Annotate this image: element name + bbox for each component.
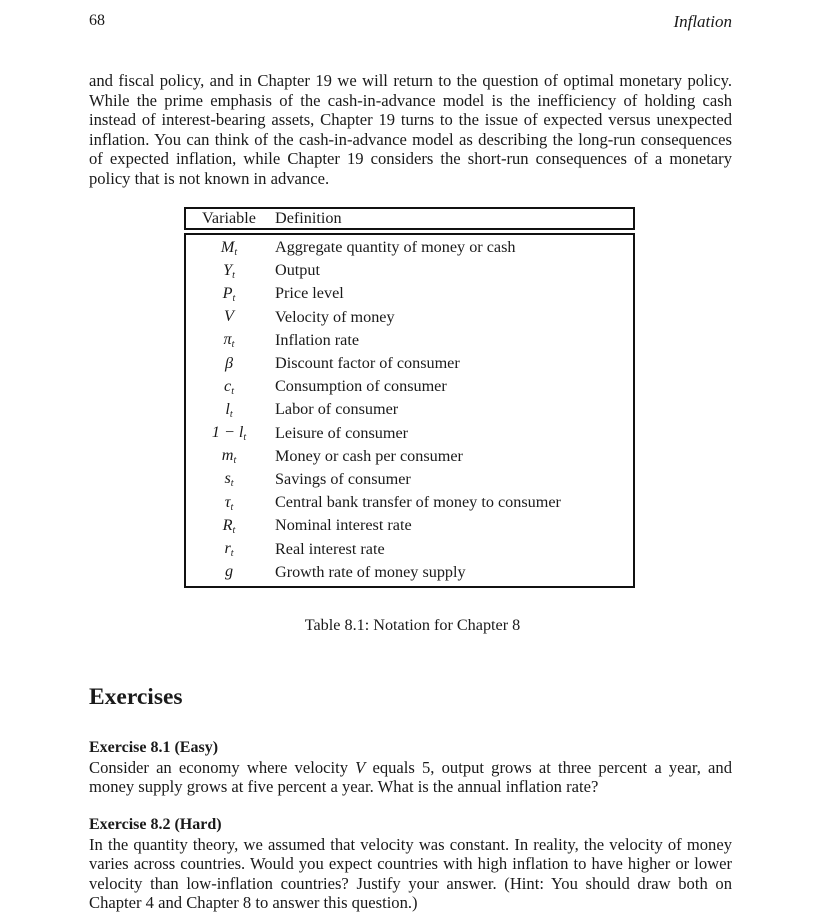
symbol-text: g [224,562,234,581]
variable-definition: Price level [275,284,344,303]
table-row [186,329,633,352]
variable-symbol [186,400,272,420]
symbol-subscript: t [233,455,237,467]
symbol-text: m [221,446,234,465]
symbol-subscript: t [234,246,238,258]
table-row [186,352,633,375]
variable-definition: Discount factor of consumer [275,354,460,373]
symbol-subscript: t [230,478,234,490]
table-row [186,561,633,584]
variable-symbol [186,493,272,513]
table-body [184,233,635,588]
symbol-subscript: t [232,292,236,304]
exercise-8-1 [89,738,732,797]
variable-symbol [186,469,272,489]
running-head: Inflation [673,12,732,31]
variable-symbol [186,330,272,350]
variable-symbol [186,423,272,443]
table-row [186,468,633,491]
variable-symbol [186,261,272,281]
variable-definition: Growth rate of money supply [275,562,466,581]
variable-definition: Money or cash per consumer [275,446,463,465]
table-row [186,282,633,305]
symbol-text: τ [224,492,231,511]
symbol-text: 1 − l [211,423,244,442]
exercise-text: Consider an economy where velocity [89,757,356,777]
table-header [184,207,635,230]
variable-definition: Velocity of money [275,307,395,326]
exercise-body [89,758,732,797]
symbol-text: l [225,399,230,418]
symbol-text: R [222,515,233,534]
section-title: Exercises [89,684,183,710]
symbol-text: π [223,330,232,349]
exercise-title: Exercise 8.2 (Hard) [89,816,222,833]
table-row [186,491,633,514]
variable-symbol [186,284,272,304]
symbol-text: Y [223,260,233,279]
symbol-text: V [224,307,234,326]
variable-symbol [186,238,272,258]
exercise-8-2 [89,815,732,913]
exercise-text: equals 5, output grows at three percent a year, and money supply grows at five percent a year. What is the annual inflation rate? [89,757,732,796]
symbol-text: P [222,283,233,302]
variable-definition: Nominal interest rate [275,516,412,535]
symbol-subscript: t [230,548,234,560]
variable-definition: Savings of consumer [275,469,411,488]
exercise-body: In the quantity theory, we assumed that velocity was constant. In reality, the velocity of money varies across countries. Would you expect countries with high inflation to have higher or lower velocity than low-inflation countries? Justify your answer. (Hint: You should draw both on Chapter 4 and Chapter 8 to answer this question.) [89,834,732,912]
variable-definition: Inflation rate [275,330,360,349]
variable-definition: Central bank transfer of money to consumer [275,493,561,512]
page-number: 68 [89,12,105,29]
symbol-subscript: t [229,408,233,420]
symbol-text: c [224,376,232,395]
header-definition: Definition [275,209,342,227]
table-row [186,514,633,537]
variable-definition: Consumption of consumer [275,377,447,396]
symbol-text: s [224,469,231,488]
table-row [186,259,633,282]
table-caption: Table 8.1: Notation for Chapter 8 [304,616,521,634]
variable-symbol [186,307,272,327]
variable-symbol [186,539,272,559]
table-row [186,422,633,445]
symbol-text: β [224,353,234,372]
symbol-text: M [220,237,235,256]
math-variable: V [355,757,366,777]
symbol-subscript: t [243,432,247,444]
variable-definition: Aggregate quantity of money or cash [275,238,516,257]
header-variable: Variable [202,209,256,227]
variable-symbol [186,354,272,374]
variable-definition: Labor of consumer [275,400,399,419]
variable-symbol [186,446,272,466]
symbol-subscript: t [232,269,235,281]
variable-definition: Real interest rate [275,539,385,558]
symbol-subscript: t [230,501,234,513]
table-row [186,445,633,468]
variable-symbol [186,377,272,397]
table-row [186,398,633,421]
variable-symbol [186,562,272,582]
symbol-text: r [224,539,231,558]
exercise-title: Exercise 8.1 (Easy) [89,739,219,756]
table-row [186,375,633,398]
table-row [186,236,633,259]
intro-paragraph: and fiscal policy, and in Chapter 19 we will return to the question of optimal monetary policy. While the prime emphasis of the cash-in-advance model is the inefficiency of holding cash instead of interest-bearing assets, Chapter 19 turns to the issue of expected versus unexpected inflation. You can think of the cash-in-advance model as describing the long-run consequences of expected inflation, while Chapter 19 considers the short-run consequences of a monetary policy that is not known in advance. [89,71,732,188]
variable-symbol [186,516,272,536]
symbol-subscript: t [231,385,234,397]
notation-table [184,207,635,588]
table-row [186,306,633,329]
variable-definition: Output [275,261,320,280]
table-row [186,537,633,560]
symbol-subscript: t [232,524,236,536]
variable-definition: Leisure of consumer [275,423,409,442]
symbol-subscript: t [231,339,235,351]
